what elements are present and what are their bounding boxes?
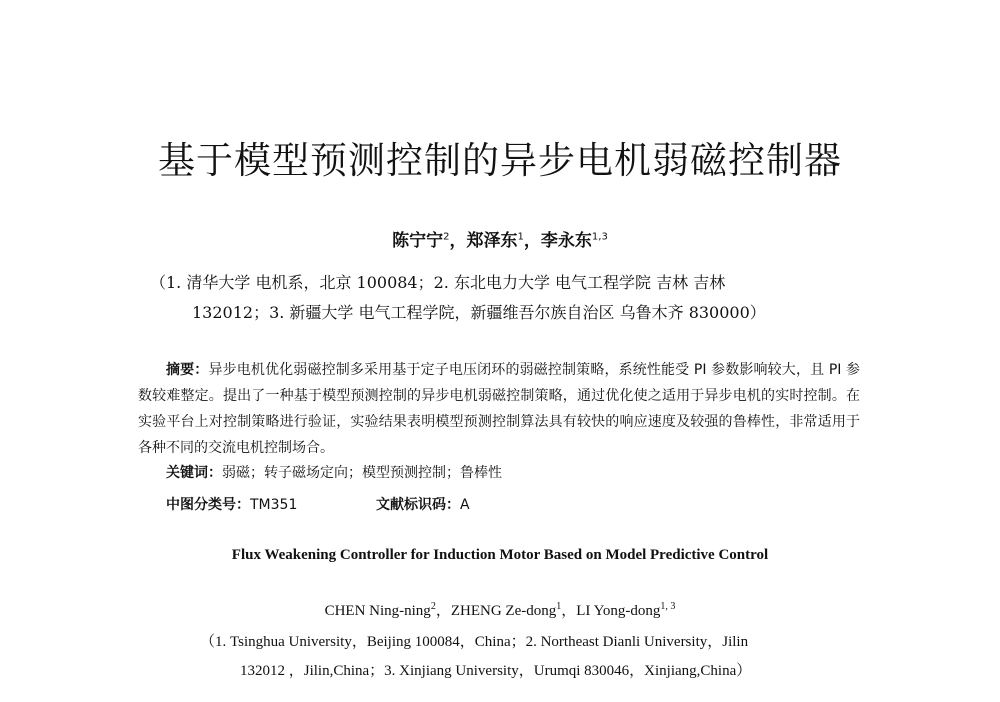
paper-title-cn: 基于模型预测控制的异步电机弱磁控制器 — [158, 139, 842, 182]
keywords-label: 关键词： — [166, 465, 222, 481]
author-affil-sup: 1 — [556, 601, 562, 612]
affiliations-cn — [150, 268, 850, 328]
keywords-text: 弱磁；转子磁场定向；模型预测控制；鲁棒性 — [222, 465, 502, 481]
paper-title-en: Flux Weakening Controller for Induction Motor Based on Model Predictive Control — [231, 547, 769, 563]
abstract-text: 异步电机优化弱磁控制多采用基于定子电压闭环的弱磁控制策略，系统性能受 PI 参数影响较大，且 PI 参数较难整定。提出了一种基于模型预测控制的异步电机弱磁控制策略，通过优化使之适用于异步电机的实时控制。在实验平台上对控制策略进行验证，实验结果表明模型预测控制算法具有较快的响应速度及较强的鲁棒性，非常适用于各种不同的交流电机控制场合。 — [138, 362, 860, 456]
author-affil-sup: 2 — [430, 601, 436, 612]
author-name: 陈宁宁 — [392, 231, 444, 251]
classification — [166, 494, 470, 514]
author-affil-sup: 1, 3 — [660, 601, 676, 612]
authors-cn — [0, 226, 1000, 251]
doc-code-value: A — [460, 497, 470, 513]
doc-code-label: 文献标识码： — [376, 497, 460, 513]
abstract — [138, 357, 860, 461]
clc-label: 中图分类号： — [166, 497, 250, 513]
affiliation-line: （1. Tsinghua University，Beijing 100084，China；2. Northeast Dianli University，Jilin — [200, 634, 749, 650]
author-affil-sup: 1,3 — [591, 231, 608, 243]
author-name: 郑泽东 — [466, 231, 518, 251]
author-separator: ， — [523, 231, 541, 251]
author-name: LI Yong-dong — [576, 603, 661, 619]
keywords — [166, 462, 502, 482]
author-separator: ， — [449, 231, 467, 251]
author-separator: ， — [435, 603, 451, 619]
clc-value: TM351 — [250, 497, 298, 513]
author-name: ZHENG Ze-dong — [450, 603, 557, 619]
affiliation-line: 132012 ，Jilin,China；3. Xinjiang University，Urumqi 830046，Xinjiang,China） — [240, 663, 752, 679]
author-affil-sup: 2 — [443, 231, 450, 243]
affiliations-en — [200, 628, 840, 686]
authors-en — [0, 599, 1000, 620]
abstract-label: 摘要： — [166, 362, 209, 378]
author-affil-sup: 1 — [517, 231, 524, 243]
author-name: CHEN Ning-ning — [324, 603, 431, 619]
affiliation-line: 132012；3. 新疆大学 电气工程学院，新疆维吾尔族自治区 乌鲁木齐 830000） — [192, 303, 766, 322]
author-separator: ， — [561, 603, 577, 619]
affiliation-line: （1. 清华大学 电机系，北京 100084；2. 东北电力大学 电气工程学院 吉林 吉林 — [150, 273, 726, 292]
author-name: 李永东 — [540, 231, 592, 251]
